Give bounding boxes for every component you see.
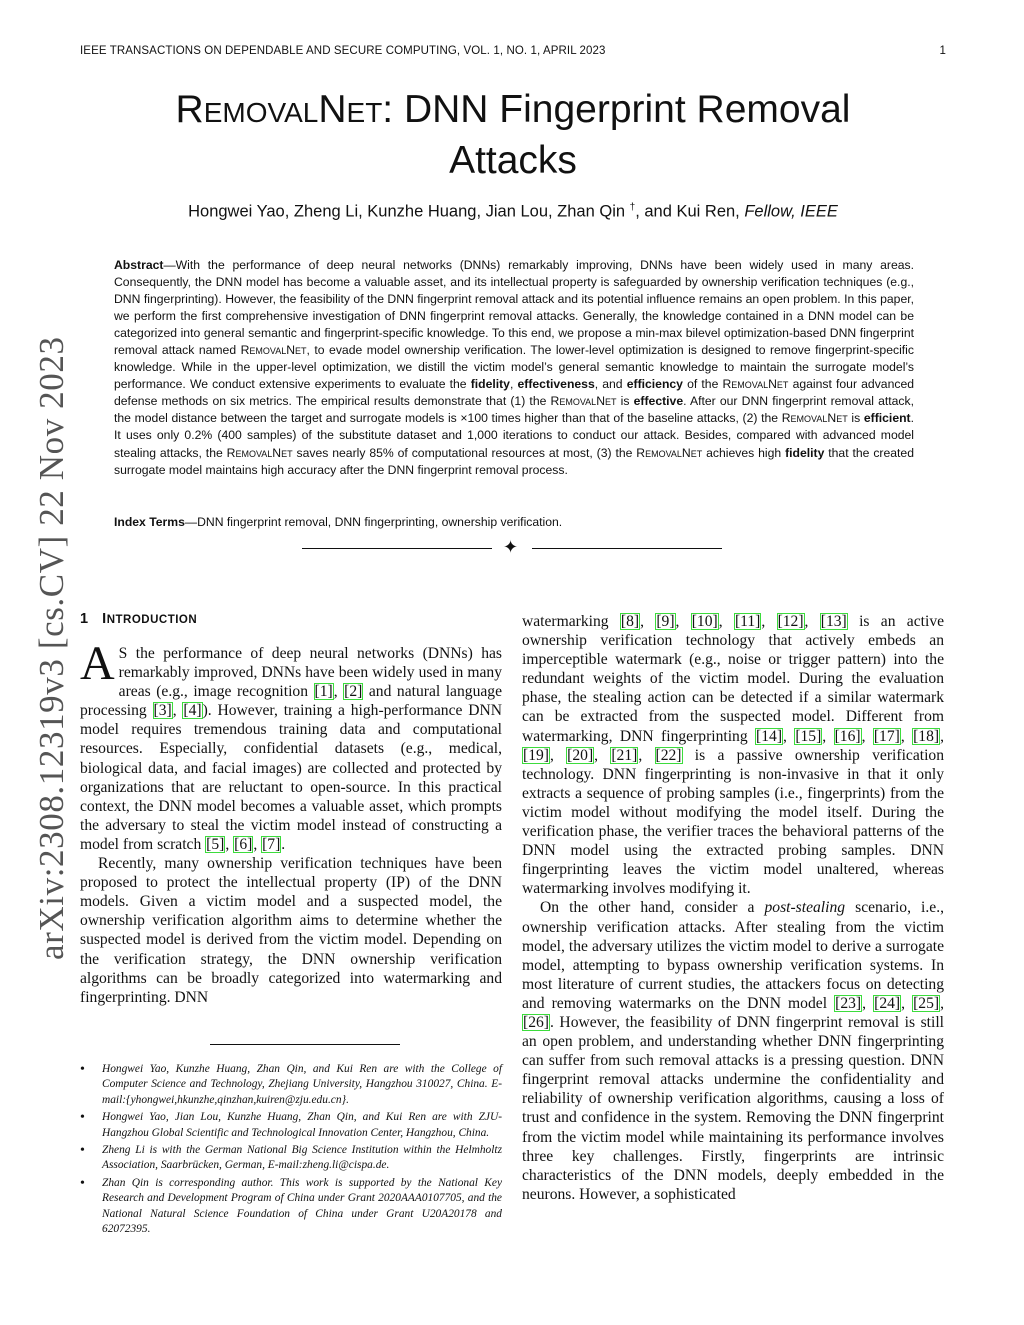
abstract-label: Abstract [114, 258, 164, 272]
footnote-item: • Hongwei Yao, Kunzhe Huang, Zhan Qin, and Kui Ren are with the College of Computer Science and Technology, Zhejiang University, Hangzhou 310027, China. E-mail:{yhongwei,hkunzhe,qinzhan,kuiren@zju.edu.cn}. [80, 1062, 502, 1108]
citation-link[interactable]: [8] [620, 613, 640, 630]
citation-link[interactable]: [14] [756, 727, 783, 745]
citation-link[interactable]: [5] [206, 835, 225, 853]
citation-link[interactable]: [6] [234, 835, 253, 853]
citation-link[interactable]: [3] [153, 702, 172, 720]
right-column [522, 612, 944, 1204]
journal-name: IEEE TRANSACTIONS ON DEPENDABLE AND SECURE COMPUTING, VOL. 1, NO. 1, APRIL 2023 [80, 45, 606, 57]
citation-link[interactable]: [2] [344, 683, 363, 701]
citation-link[interactable]: [26] [523, 1013, 549, 1031]
footnote-item: • Zheng Li is with the German National Big Science Institution within the Helmholtz Association, Saarbrücken, German, E-mail:zheng.li@cispa.de. [80, 1143, 502, 1174]
citation-link[interactable]: [12] [777, 613, 804, 630]
citation-link[interactable]: [10] [691, 613, 718, 630]
citation-link[interactable]: [17] [873, 727, 900, 745]
paragraph: A S the performance of deep neural networks (DNNs) has remarkably improved, DNNs have been widely used in many areas (e.g., image recognition [1], [2] and natural language processing [3], [4]). However, training a high-performance DNN model requires tremendous training data and computational resources. Especially, confidential datasets (e.g., medical, biological data, and facial images) are collected and protected by organizations that are reluctant to open-source. In this practical context, the DNN model becomes a valuable asset, which prompts the adversary to steal the victim model instead of constructing a model from scratch [5], [6], [7]. [80, 637, 503, 853]
citation-link[interactable]: [7] [262, 835, 281, 853]
running-header [80, 45, 946, 57]
citation-link[interactable]: [9] [656, 613, 675, 630]
paragraph: watermarking [8], [9], [10], [11], [12], [13] is an active ownership verification technology that actively embeds an imperceptible watermark (e.g., noise or trigger pattern) into the redundant weights of the victim model. During the evaluation phase, the stealing action can be detected if a similar watermark can be extracted from the suspected model. Different from watermarking, DNN fingerprinting [14], [15], [16], [17], [18], [19], [20], [21], [22] is a passive ownership verification technology. DNN fingerprinting is non-invasive in that it only extracts a sequence of probing samples (i.e., fingerprints) from the victim model without modifying the model itself. During the verification phase, the verifier traces the behavioral patterns of the DNN model using the extracted probing samples. DNN fingerprinting leaves the victim model unaltered, whereas watermarking involves modifying it. [522, 613, 945, 898]
citation-link[interactable]: [23] [835, 994, 862, 1012]
footnote-item: • Hongwei Yao, Jian Lou, Kunzhe Huang, Zhan Qin, and Kui Ren are with ZJU-Hangzhou Global Scientific and Technological Innovation Center, Hangzhou, China. [80, 1110, 502, 1141]
citation-link[interactable]: [22] [655, 746, 682, 764]
paper-title: REMOVALNET: DNN Fingerprint Removal Attacks [175, 88, 851, 182]
footnote-rule [210, 1044, 400, 1045]
index-terms: Index Terms—DNN fingerprint removal, DNN fingerprinting, ownership verification. [114, 515, 563, 529]
citation-link[interactable]: [13] [820, 613, 847, 630]
citation-link[interactable]: [21] [611, 746, 638, 764]
author-list: Hongwei Yao, Zheng Li, Kunzhe Huang, Jian Lou, Zhan Qin †, and Kui Ren, Fellow, IEEE [188, 202, 838, 221]
divider-left [302, 548, 492, 549]
section-heading: 1 INTRODUCTION [80, 611, 198, 627]
citation-link[interactable]: [16] [834, 727, 861, 745]
abstract: Abstract—With the performance of deep neural networks (DNNs) remarkably improving, DNNs have been widely used in many areas. Consequently, the DNN model has become a valuable asset, and its intellectual property is safeguarded by ownership verification techniques (e.g., DNN fingerprinting). However, the feasibility of the DNN fingerprint removal attack and its potential influence remains an open problem. In this paper, we perform the first comprehensive investigation of DNN fingerprint removal attacks. Generally, the knowledge contained in a DNN model can be categorized into general semantic and fingerprint-specific knowledge. To this end, we propose a min-max bilevel optimization-based DNN fingerprint removal attack named RemovalNet, to evade model ownership verification. The lower-level optimization is designed to remove fingerprint-specific knowledge. While in the upper-level optimization, we distill the victim model’s general semantic knowledge to maintain the surrogate model’s performance. We conduct extensive experiments to evaluate the fidelity, effectiveness, and efficiency of the RemovalNet against four advanced defense methods on six metrics. The empirical results demonstrate that (1) the RemovalNet is effective. After our DNN fingerprint removal attack, the model distance between the target and surrogate models is ×100 times higher than that of the baseline attacks, (2) the RemovalNet is efficient. It uses only 0.2% (400 samples) of the substitute dataset and 1,000 iterations to conduct our attack. Besides, compared with advanced model stealing attacks, the RemovalNet saves nearly 85% of computational resources at most, (3) the RemovalNet achieves high fidelity that the created surrogate model maintains high accuracy after the DNN fingerprint removal process. [114, 258, 914, 477]
citation-link[interactable]: [18] [913, 727, 940, 745]
index-terms-label: Index Terms [114, 515, 185, 529]
citation-link[interactable]: [25] [913, 994, 940, 1012]
page-number: 1 [939, 45, 946, 57]
arxiv-identifier: arXiv:2308.12319v3 [cs.CV] 22 Nov 2023 [32, 336, 71, 960]
footnotes [80, 1062, 502, 1237]
paragraph: Recently, many ownership verification techniques have been proposed to protect the intellectual property (IP) of the DNN models. Given a victim model and a suspected model, the ownership verification algorithm aims to determine whether the suspected model is derived from the victim model. Depending on the verification strategy, the DNN ownership verification algorithms can be broadly categorized into watermarking and fingerprinting. DNN [80, 855, 502, 1006]
divider-right [532, 548, 722, 549]
citation-link[interactable]: [15] [795, 727, 822, 745]
citation-link[interactable]: [20] [567, 746, 594, 764]
citation-link[interactable]: [4] [183, 702, 202, 720]
paragraph: On the other hand, consider a post-stealing scenario, i.e., ownership verification attacks. After stealing from the victim model, the adversary utilizes the victim model to derive a surrogate model, attempting to bypass ownership verification systems. In most literature of current studies, the attackers focus on detecting and removing watermarks on the DNN model [23], [24], [25], [26]. However, the feasibility of DNN fingerprint removal is still an open problem, and understanding whether DNN fingerprinting can suffer from such removal attacks is a pressing question. DNN fingerprint removal attacks undermine the confidentiality and reliability of ownership verification algorithms, causing a loss of trust and confidence in the system. Removing the DNN fingerprint from the victim model while maintaining its performance involves three key challenges. Firstly, fingerprints are intrinsic characteristics of the DNN models, deeply embedded in the neurons. However, a sophisticated [522, 899, 944, 1203]
citation-link[interactable]: [19] [523, 746, 549, 764]
arxiv-sidebar [32, 336, 71, 961]
left-column [80, 637, 503, 1007]
footnote-item: • Zhan Qin is corresponding author. This work is supported by the National Key Research and Development Program of China under Grant 2020AAA0107705, and the National Natural Science Foundation of China under Grant U20A20178 and 62072395. [80, 1176, 502, 1238]
citation-link[interactable]: [24] [874, 994, 901, 1012]
citation-link[interactable]: [11] [734, 613, 761, 630]
drop-cap: A [80, 637, 115, 690]
dagger-mark: † [629, 202, 636, 213]
section-number: 1 [80, 611, 89, 627]
divider-star-icon: ✦ [503, 537, 519, 557]
citation-link[interactable]: [1] [314, 683, 333, 701]
